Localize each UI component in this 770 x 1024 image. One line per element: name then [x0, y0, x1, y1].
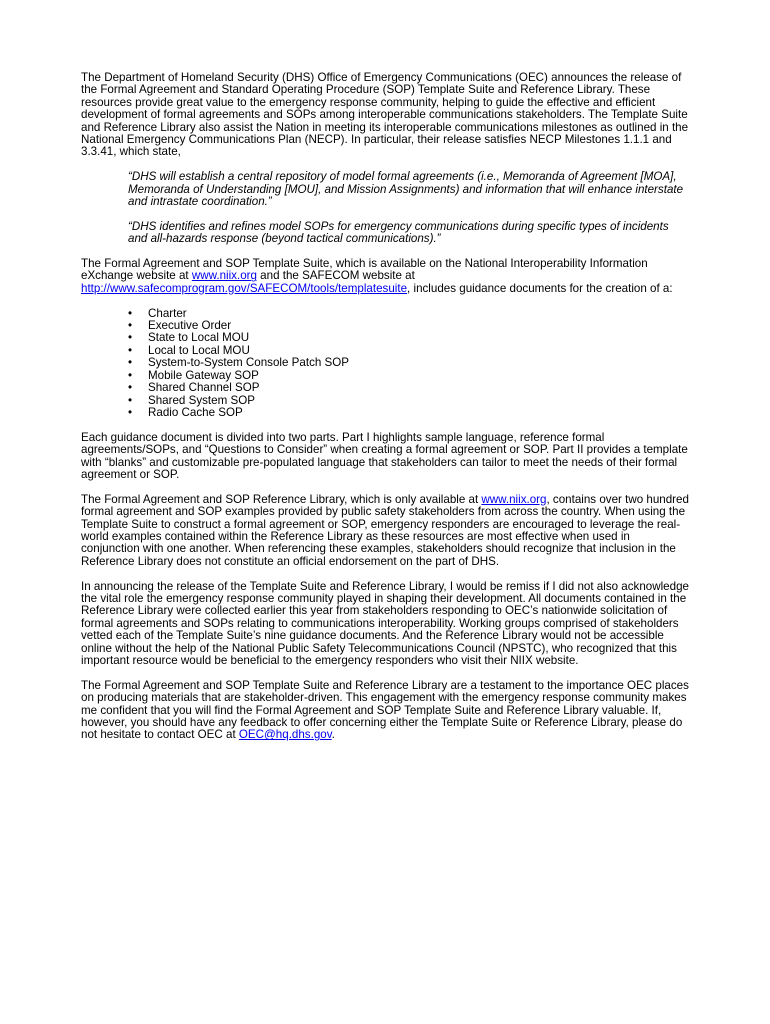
list-item-label: Executive Order: [148, 319, 232, 333]
library-text-1: The Formal Agreement and SOP Reference Library, which is only available at: [81, 492, 482, 506]
suite-text-2: and the SAFECOM website at: [256, 269, 415, 283]
safecom-link[interactable]: http://www.safecomprogram.gov/SAFECOM/tools/templatesuite: [81, 281, 408, 295]
bullet-icon: •: [128, 319, 133, 333]
suite-paragraph: [81, 258, 691, 295]
list-item-label: State to Local MOU: [148, 331, 250, 345]
list-item-label: Radio Cache SOP: [148, 405, 243, 419]
bullet-icon: •: [128, 381, 133, 395]
bullet-icon: •: [128, 331, 133, 345]
library-paragraph: [81, 494, 691, 568]
quote-formal-agreements: “DHS will establish a central repository of model formal agreements (i.e., Memoranda of Agreement [MOA], Memoranda of Understanding [MOU], and Mission Assignments) and information that will enhance interstate and intrastate coordination.”: [128, 170, 684, 209]
quote-model-sops: “DHS identifies and refines model SOPs for emergency communications during specific types of incidents and all-hazards response (beyond tactical communications).”: [128, 219, 669, 246]
suite-text-3: , includes guidance documents for the creation of a:: [407, 281, 673, 295]
list-item-label: Shared System SOP: [148, 393, 255, 407]
guidance-paragraph: Each guidance document is divided into two parts. Part I highlights sample language, reference formal agreements/SOPs, and “Questions to Consider” when creating a formal agreement or SOP. Part II provides a template with “blanks” and customizable pre-populated language that stakeholders can tailor to meet the needs of their formal agreement or SOP.: [81, 430, 688, 481]
bullet-icon: •: [128, 356, 133, 370]
document-page: [81, 72, 691, 754]
bullet-icon: •: [128, 306, 133, 320]
list-item-label: Local to Local MOU: [148, 343, 250, 357]
oec-email-link[interactable]: OEC@hq.dhs.gov: [238, 728, 332, 742]
guidance-document-list: [128, 308, 691, 420]
library-text-2: , contains over two hundred formal agreement and SOP examples provided by public safety stakeholders from across the country. When using the Template Suite to construct a formal agreement or SOP, emergency responders are encouraged to leverage the real-world examples contained within the Reference Library as these resources are most effective when used in conjunction with one another. When referencing these examples, stakeholders should recognize that inclusion in the Reference Library does not constitute an official endorsement on the part of DHS.: [81, 492, 689, 568]
closing-paragraph: [81, 680, 691, 742]
list-item-label: System-to-System Console Patch SOP: [148, 356, 350, 370]
closing-text-2: .: [331, 728, 335, 742]
suite-text-1: The Formal Agreement and SOP Template Suite, which is available on the National Interoperability Information eXchange website at: [81, 257, 648, 283]
closing-text-1: The Formal Agreement and SOP Template Suite and Reference Library are a testament to the importance OEC places on producing materials that are stakeholder-driven. This engagement with the emergency response community makes me confident that you will find the Formal Agreement and SOP Template Suite and Reference Library valuable. If, however, you should have any feedback to offer concerning either the Template Suite or Reference Library, please do not hesitate to contact OEC at: [81, 678, 689, 742]
bullet-icon: •: [128, 343, 133, 357]
list-item-label: Shared Channel SOP: [148, 381, 260, 395]
niix-link[interactable]: www.niix.org: [191, 269, 257, 283]
list-item-label: Charter: [148, 306, 187, 320]
niix-library-link[interactable]: www.niix.org: [481, 492, 547, 506]
bullet-icon: •: [128, 368, 133, 382]
bullet-icon: •: [128, 393, 133, 407]
announcing-paragraph: In announcing the release of the Template Suite and Reference Library, I would be remiss if I did not also acknowledge the vital role the emergency response community played in shaping their development. All documents contained in the Reference Library were collected earlier this year from stakeholders responding to OEC’s nationwide solicitation of formal agreements and SOPs relating to communications interoperability. Working groups comprised of stakeholders vetted each of the Template Suite’s nine guidance documents. And the Reference Library would not be accessible online without the help of the National Public Safety Telecommunications Council (NPSTC), who recognized that this important resource would be beneficial to the emergency responders who visit their NIIX website.: [81, 579, 689, 667]
list-item-label: Mobile Gateway SOP: [148, 368, 259, 382]
bullet-icon: •: [128, 405, 133, 419]
list-item: [128, 407, 691, 419]
intro-paragraph: The Department of Homeland Security (DHS) Office of Emergency Communications (OEC) announces the release of the Formal Agreement and Standard Operating Procedure (SOP) Template Suite and Reference Library. These resources provide great value to the emergency response community, helping to guide the effective and efficient development of formal agreements and SOPs among interoperable communications stakeholders. The Template Suite and Reference Library also assist the Nation in meeting its interoperable communications milestones as outlined in the National Emergency Communications Plan (NECP). In particular, their release satisfies NECP Milestones 1.1.1 and 3.3.41, which state,: [81, 71, 689, 159]
